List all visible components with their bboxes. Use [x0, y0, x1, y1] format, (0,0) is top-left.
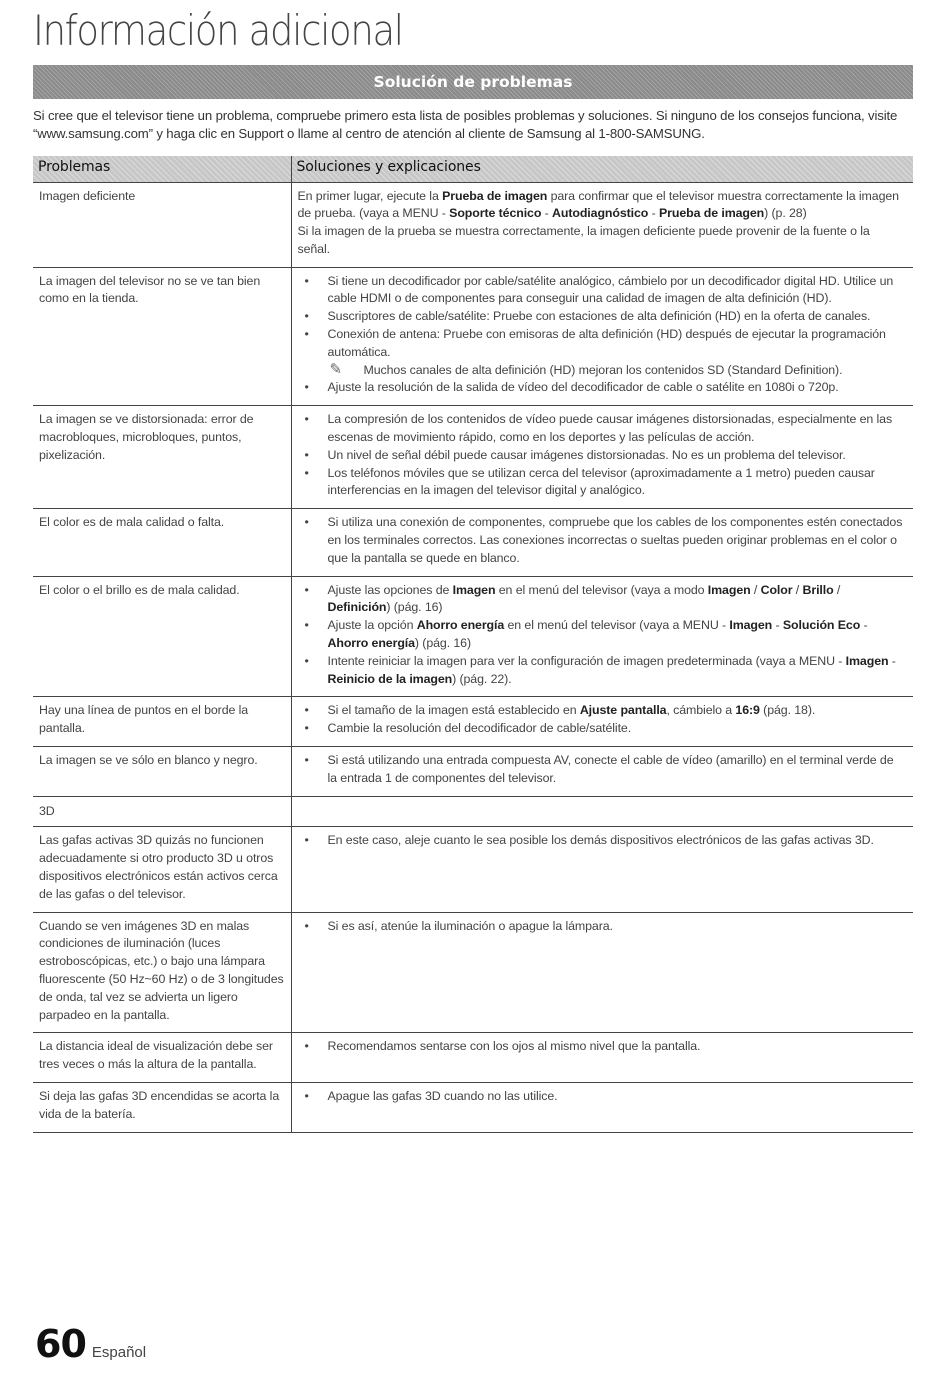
page-number: 60 — [35, 1322, 86, 1366]
problem-cell: Imagen deficiente — [33, 182, 291, 267]
table-row — [33, 509, 913, 576]
problem-cell: La imagen se ve distorsionada: error de macrobloques, microbloques, puntos, pixelización. — [33, 406, 291, 509]
table-row — [33, 1082, 913, 1132]
solution-cell: En primer lugar, ejecute la Prueba de imagen para confirmar que el televisor muestra correctamente la imagen de prueba. (vaya a MENU - Soporte técnico - Autodiagnóstico - Prueba de imagen) (p. 28) Si la imagen de la prueba se muestra correctamente, la imagen deficiente puede provenir de la fuente o la señal. — [291, 182, 913, 267]
problem-cell: La imagen se ve sólo en blanco y negro. — [33, 747, 291, 797]
table-section-row — [33, 796, 913, 827]
table-header-row — [33, 156, 913, 182]
table-row — [33, 827, 913, 912]
section-title: Solución de problemas — [373, 73, 573, 91]
solution-cell: • Si tiene un decodificador por cable/satélite analógico, cámbielo por un decodificador digital HD. Utilice un cable HDMI o de componentes para conseguir una calidad de imagen de alta definición (HD). • Suscriptores de cable/satélite: Pruebe con estaciones de alta definición (HD) en la oferta de canales. • Conexión de antena: Pruebe con emisoras de alta definición (HD) después de ejecutar la programación automática. ✎ Muchos canales de alta definición (HD) mejoran los contenidos SD (Standard Definition). • Ajuste la resolución de la salida de vídeo del decodificador de cable o satélite en 1080i o 720p. — [291, 267, 913, 406]
problem-cell: Las gafas activas 3D quizás no funcionen adecuadamente si otro producto 3D u otros dispositivos electrónicos están activos cerca de las gafas o del televisor. — [33, 827, 291, 912]
table-row — [33, 1033, 913, 1083]
table-row — [33, 406, 913, 509]
table-row — [33, 912, 913, 1033]
solution-cell: • La compresión de los contenidos de vídeo puede causar imágenes distorsionadas, especialmente en las escenas de movimiento rápido, como en los deportes y las películas de acción. • Un nivel de señal débil puede causar imágenes distorsionadas. No es un problema del televisor. • Los teléfonos móviles que se utilizan cerca del televisor (aproximadamente a 1 metro) pueden causar interferencias en la imagen del televisor digital y analógico. — [291, 406, 913, 509]
intro-paragraph: Si cree que el televisor tiene un problema, compruebe primero esta lista de posibles problemas y soluciones. Si ninguno de los consejos funciona, visite “www.samsung.com” y haga clic en Support o llame al centro de atención al cliente de Samsung al 1-800-SAMSUNG. — [33, 108, 898, 141]
table-row — [33, 697, 913, 747]
problem-cell: La distancia ideal de visualización debe ser tres veces o más la altura de la pantalla. — [33, 1033, 291, 1083]
problem-cell: Cuando se ven imágenes 3D en malas condiciones de iluminación (luces estroboscópicas, etc.) o bajo una lámpara fluorescente (50 Hz~60 Hz) o de 3 longitudes de onda, tal vez se advierta un ligero parpadeo en la pantalla. — [33, 912, 291, 1033]
solution-cell — [291, 796, 913, 827]
solution-cell: • Si utiliza una conexión de componentes, compruebe que los cables de los componentes estén conectados en los terminales correctos. Las conexiones incorrectas o sueltas pueden originar problemas en el color o que la pantalla se quede en blanco. — [291, 509, 913, 576]
table-body — [33, 182, 913, 1132]
page-language: Español — [91, 1344, 147, 1361]
solution-cell: • En este caso, aleje cuanto le sea posible los demás dispositivos electrónicos de las gafas activas 3D. — [291, 827, 913, 912]
page-title: Información adicional — [33, 6, 403, 55]
note-icon: ✎ — [329, 360, 342, 378]
page-footer — [35, 1322, 146, 1366]
problem-cell: El color es de mala calidad o falta. — [33, 509, 291, 576]
table-row — [33, 267, 913, 406]
table-row — [33, 182, 913, 267]
section-label: 3D — [33, 796, 291, 827]
column-header-problems: Problemas — [33, 156, 291, 182]
problem-cell: Si deja las gafas 3D encendidas se acorta la vida de la batería. — [33, 1082, 291, 1132]
problem-cell: El color o el brillo es de mala calidad. — [33, 576, 291, 697]
solution-cell: • Recomendamos sentarse con los ojos al mismo nivel que la pantalla. — [291, 1033, 913, 1083]
solution-cell: • Si el tamaño de la imagen está establecido en Ajuste pantalla, cámbielo a 16:9 (pág. 18). • Cambie la resolución del decodificador de cable/satélite. — [291, 697, 913, 747]
problem-cell: Hay una línea de puntos en el borde la pantalla. — [33, 697, 291, 747]
column-header-solutions: Soluciones y explicaciones — [291, 156, 913, 182]
solution-cell: • Si es así, atenúe la iluminación o apague la lámpara. — [291, 912, 913, 1033]
section-banner — [33, 65, 913, 99]
table-row — [33, 576, 913, 697]
table-row — [33, 747, 913, 797]
troubleshooting-table — [33, 156, 913, 1133]
solution-cell: • Ajuste las opciones de Imagen en el menú del televisor (vaya a modo Imagen / Color / Brillo / Definición) (pág. 16) • Ajuste la opción Ahorro energía en el menú del televisor (vaya a MENU - Imagen - Solución Eco - Ahorro energía) (pág. 16) • Intente reiniciar la imagen para ver la configuración de imagen predeterminada (vaya a MENU - Imagen - Reinicio de la imagen) (pág. 22). — [291, 576, 913, 697]
solution-cell: • Apague las gafas 3D cuando no las utilice. — [291, 1082, 913, 1132]
solution-cell: • Si está utilizando una entrada compuesta AV, conecte el cable de vídeo (amarillo) en el terminal verde de la entrada 1 de componentes del televisor. — [291, 747, 913, 797]
problem-cell: La imagen del televisor no se ve tan bien como en la tienda. — [33, 267, 291, 406]
